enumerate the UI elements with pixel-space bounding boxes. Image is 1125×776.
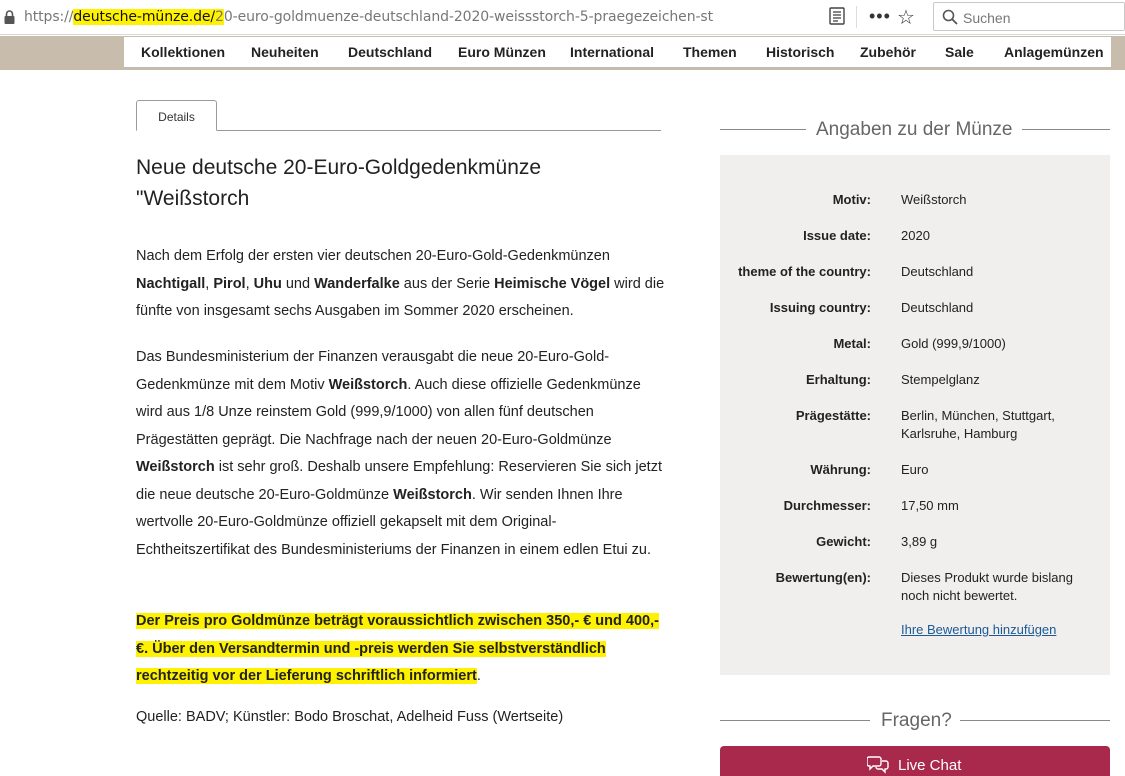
questions-section-header [720,710,1110,730]
text-run: , [245,275,254,292]
details-section-title: Angaben zu der Münze [816,119,1013,140]
nav-item-kollektionen[interactable]: Kollektionen [141,44,226,60]
bold-text-run: Nachtigall [136,275,206,292]
price-notice [136,608,666,691]
divider-line [1022,129,1110,130]
detail-value: 2020 [901,228,930,243]
text-run: Das Bundesministerium der Finanzen verausgabt die neue 20-Euro-Gold-Gedenkmünze mit dem Motiv [136,349,610,393]
detail-value: Euro [901,462,929,477]
text-run: . Wir senden Ihnen Ihre wertvolle 20-Euro-Goldmünze offiziell gekapselt mit dem Original-Echtheitszertifikat des Bundesministeriums der Finanzen in einem edlen Etui zu. [136,486,652,558]
detail-key: Metal: [833,336,871,351]
text-run: Nach dem Erfolg der ersten vier deutschen 20-Euro-Gold-Gedenkmünzen [136,248,610,264]
detail-key: Issue date: [803,228,871,243]
article-paragraph-1 [136,243,666,326]
search-placeholder: Suchen [963,10,1011,26]
text-run: aus der Serie [399,275,495,292]
detail-value: Gold (999,9/1000) [901,336,1006,351]
reader-view-icon[interactable] [829,7,845,25]
search-icon [942,9,958,25]
nav-item-historisch[interactable]: Historisch [766,44,835,60]
article-paragraph-2 [136,344,666,564]
divider-line [960,720,1110,721]
nav-item-international[interactable]: International [570,44,655,60]
live-chat-button[interactable] [720,746,1110,776]
divider-line [720,129,806,130]
detail-key: Issuing country: [769,300,871,315]
toolbar-divider [856,6,857,28]
detail-key: Gewicht: [816,534,871,549]
detail-key: Bewertung(en): [775,570,871,585]
detail-value: Stempelglanz [901,372,980,387]
lock-icon[interactable] [4,10,15,24]
detail-value: Dieses Produkt wurde bislang noch nicht bewertet. [901,570,1073,603]
detail-value: Deutschland [901,264,974,279]
bold-text-run: Wanderfalke [314,275,400,292]
divider-line [720,720,870,721]
detail-value: Berlin, München, Stuttgart, Karlsruhe, Hamburg [901,408,1055,441]
details-section-header [720,119,1110,139]
text-run: , [205,275,214,292]
text-run: und [281,275,315,292]
nav-item-neuheiten[interactable]: Neuheiten [251,44,319,60]
detail-value: 17,50 mm [901,498,959,513]
nav-item-themen[interactable]: Themen [683,44,737,60]
price-notice-highlight: Der Preis pro Goldmünze beträgt voraussichtlich zwischen 350,- € und 400,- €. Über den Versandtermin und -preis werden Sie selbstverständlich rechtzeitig vor der Lieferung schriftlich informiert [136,613,659,684]
detail-key: Erhaltung: [806,372,871,387]
text-run: wird die fünfte von insgesamt sechs Ausgaben im Sommer 2020 erscheinen. [136,275,665,319]
url-path: 0-euro-goldmuenze-deutschland-2020-weissstorch-5-praegezeichen-st [223,9,714,25]
url-domain: deutsche-münze.de/ [73,9,215,25]
more-actions-icon[interactable]: ••• [869,6,891,26]
questions-title: Fragen? [881,710,952,731]
detail-key: Währung: [810,462,871,477]
detail-value: 3,89 g [901,534,938,549]
bold-text-run: Weißstorch [136,459,215,475]
live-chat-label: Live Chat [898,757,962,774]
tab-details[interactable]: Details [136,100,217,131]
url-highlight-extra: 2 [215,9,224,25]
nav-item-sale[interactable]: Sale [945,44,974,60]
coin-details-panel [720,155,1110,675]
nav-item-deutschland[interactable]: Deutschland [348,44,433,60]
chat-bubbles-icon [867,754,889,774]
text-run: ist sehr groß. Deshalb unsere Empfehlung: Reservieren Sie sich jetzt die neue deutsche 20-Euro-Goldmünze [136,459,662,503]
main-navigation [124,37,1111,68]
add-rating-link[interactable]: Ihre Bewertung hinzufügen [901,622,1057,637]
search-input[interactable] [933,2,1125,31]
price-notice-tail: . [476,668,481,684]
bookmark-star-icon[interactable]: ☆ [897,7,915,29]
nav-item-zubehoer[interactable]: Zubehör [860,44,916,60]
detail-key: theme of the country: [738,264,871,279]
bold-text-run: Weißstorch [328,376,408,393]
detail-value: Deutschland [901,300,974,315]
bold-text-run: Heimische Vögel [494,275,611,292]
bold-text-run: Uhu [253,275,282,292]
nav-item-euro-muenzen[interactable]: Euro Münzen [458,44,546,60]
detail-key: Motiv: [832,192,871,207]
detail-key: Durchmesser: [783,498,871,513]
bold-text-run: Weißstorch [393,486,472,503]
product-headline: Neue deutsche 20-Euro-Goldgedenkmünze "Weißstorch [136,156,542,210]
detail-value: Weißstorch [901,192,967,207]
url-protocol: https:// [24,9,74,25]
browser-toolbar [0,0,1125,35]
source-credit: Quelle: BADV; Künstler: Bodo Broschat, Adelheid Fuss (Wertseite) [136,709,564,725]
text-run: . Auch diese offizielle Gedenkmünze wird aus 1/8 Unze reinstem Gold (999,9/1000) von allen fünf deutschen Prägestätten geprägt. Die Nachfrage nach der neuen 20-Euro-Goldmünze [136,376,641,448]
address-bar[interactable] [24,9,713,25]
nav-item-anlagemuenzen[interactable]: Anlagemünzen [1004,44,1104,60]
detail-key: Prägestätte: [795,408,871,423]
bold-text-run: Pirol [213,275,246,292]
